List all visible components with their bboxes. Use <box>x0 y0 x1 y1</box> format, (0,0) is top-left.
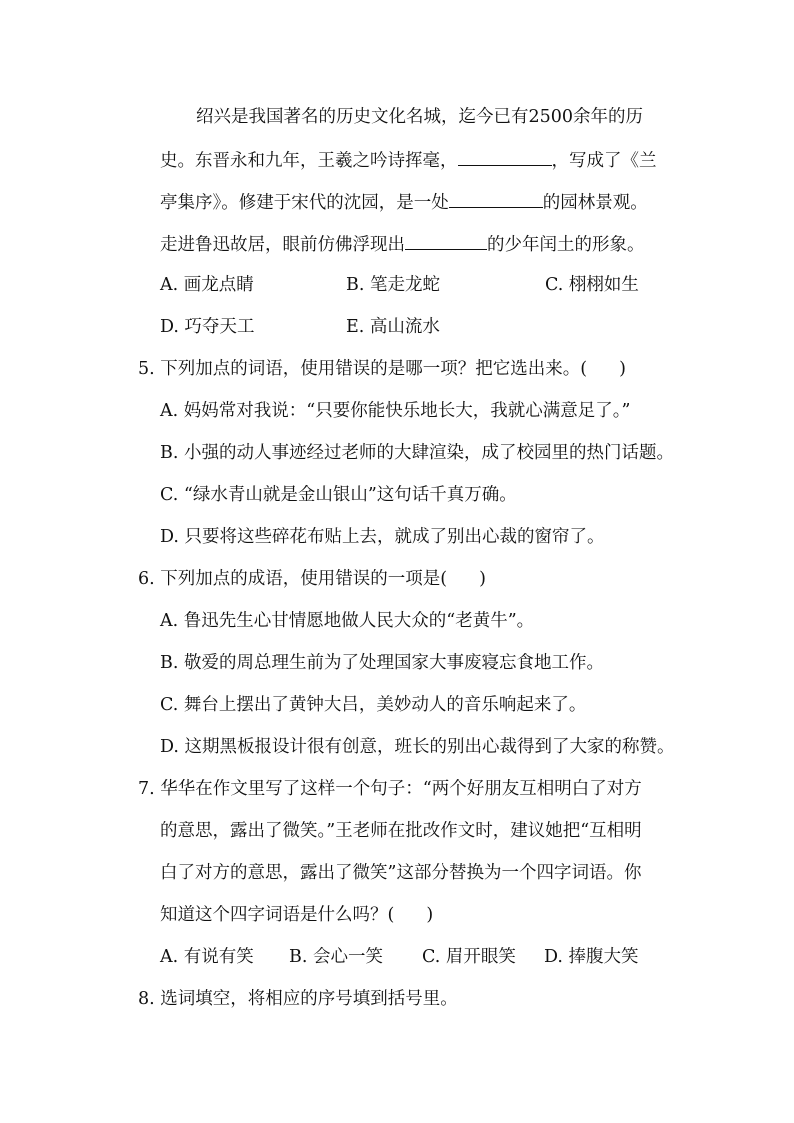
q6-stem <box>138 567 486 591</box>
q6-option-b: B. 敬爱的周总理生前为了处理国家大事废寝忘食地工作。 <box>160 653 604 673</box>
q7-stem-line-3: 白了对方的意思，露出了微笑”这部分替换为一个四字词语。你 <box>160 863 642 883</box>
q6-option-d: D. 这期黑板报设计很有创意，班长的别出心裁得到了大家的称赞。 <box>160 737 675 757</box>
passage-line-3-text-b: 的园林景观。 <box>542 193 648 213</box>
q5-option-a: A. 妈妈常对我说：“只要你能快乐地长大，我就心满意足了。” <box>160 401 631 421</box>
q6-stem-text: 6. 下列加点的成语，使用错误的一项是( <box>138 569 448 589</box>
passage-line-4-text-b: 的少年闰土的形象。 <box>487 235 645 255</box>
passage-line-1: 绍兴是我国著名的历史文化名城，迄今已有2500余年的历 <box>196 107 644 127</box>
q7-stem-line-1: 7. 华华在作文里写了这样一个句子：“两个好朋友互相明白了对方 <box>138 779 642 799</box>
passage-line-3-text-a: 亭集序》。修建于宋代的沈园，是一处 <box>160 193 449 213</box>
q8-stem: 8. 选词填空，将相应的序号填到括号里。 <box>138 989 458 1009</box>
passage-option-d: D. 巧夺天工 <box>160 317 255 337</box>
q7-option-b: B. 会心一笑 <box>289 947 383 967</box>
passage-line-2 <box>160 147 657 173</box>
passage-option-a: A. 画龙点睛 <box>160 275 254 295</box>
q5-option-b: B. 小强的动人事迹经过老师的大肆渲染，成了校园里的热门话题。 <box>160 443 674 463</box>
q5-option-d: D. 只要将这些碎花布贴上去，就成了别出心裁的窗帘了。 <box>160 527 605 547</box>
passage-option-e: E. 高山流水 <box>346 317 440 337</box>
q6-option-c: C. 舞台上摆出了黄钟大吕，美妙动人的音乐响起来了。 <box>160 695 587 715</box>
q7-stem-close: ) <box>426 905 434 925</box>
q7-stem-line-4 <box>160 903 433 927</box>
q5-option-c: C. “绿水青山就是金山银山”这句话千真万确。 <box>160 485 517 505</box>
fill-blank-3[interactable] <box>405 231 487 250</box>
q7-option-d: D. 捧腹大笑 <box>544 947 639 967</box>
q7-option-c: C. 眉开眼笑 <box>422 947 516 967</box>
passage-line-4-text-a: 走进鲁迅故居，眼前仿佛浮现出 <box>160 235 405 255</box>
q6-option-a: A. 鲁迅先生心甘情愿地做人民大众的“老黄牛”。 <box>160 611 535 631</box>
passage-option-c: C. 栩栩如生 <box>545 275 639 295</box>
q7-stem-text: 知道这个四字词语是什么吗？( <box>160 905 395 925</box>
q7-option-a: A. 有说有笑 <box>160 947 254 967</box>
passage-option-b: B. 笔走龙蛇 <box>346 275 440 295</box>
q5-stem <box>138 357 626 381</box>
q5-stem-text: 5. 下列加点的词语，使用错误的是哪一项？把它选出来。( <box>138 359 588 379</box>
fill-blank-1[interactable] <box>458 147 552 166</box>
passage-line-2-text-b: ，写成了《兰 <box>551 151 657 171</box>
q7-stem-line-2: 的意思，露出了微笑。”王老师在批改作文时，建议她把“互相明 <box>160 821 642 841</box>
fill-blank-2[interactable] <box>449 189 543 208</box>
q6-stem-close: ) <box>479 569 486 589</box>
passage-line-3 <box>160 189 648 215</box>
passage-line-2-text-a: 史。东晋永和九年，王羲之吟诗挥毫， <box>160 151 458 171</box>
q5-stem-close: ) <box>619 359 626 379</box>
passage-line-4 <box>160 231 645 257</box>
